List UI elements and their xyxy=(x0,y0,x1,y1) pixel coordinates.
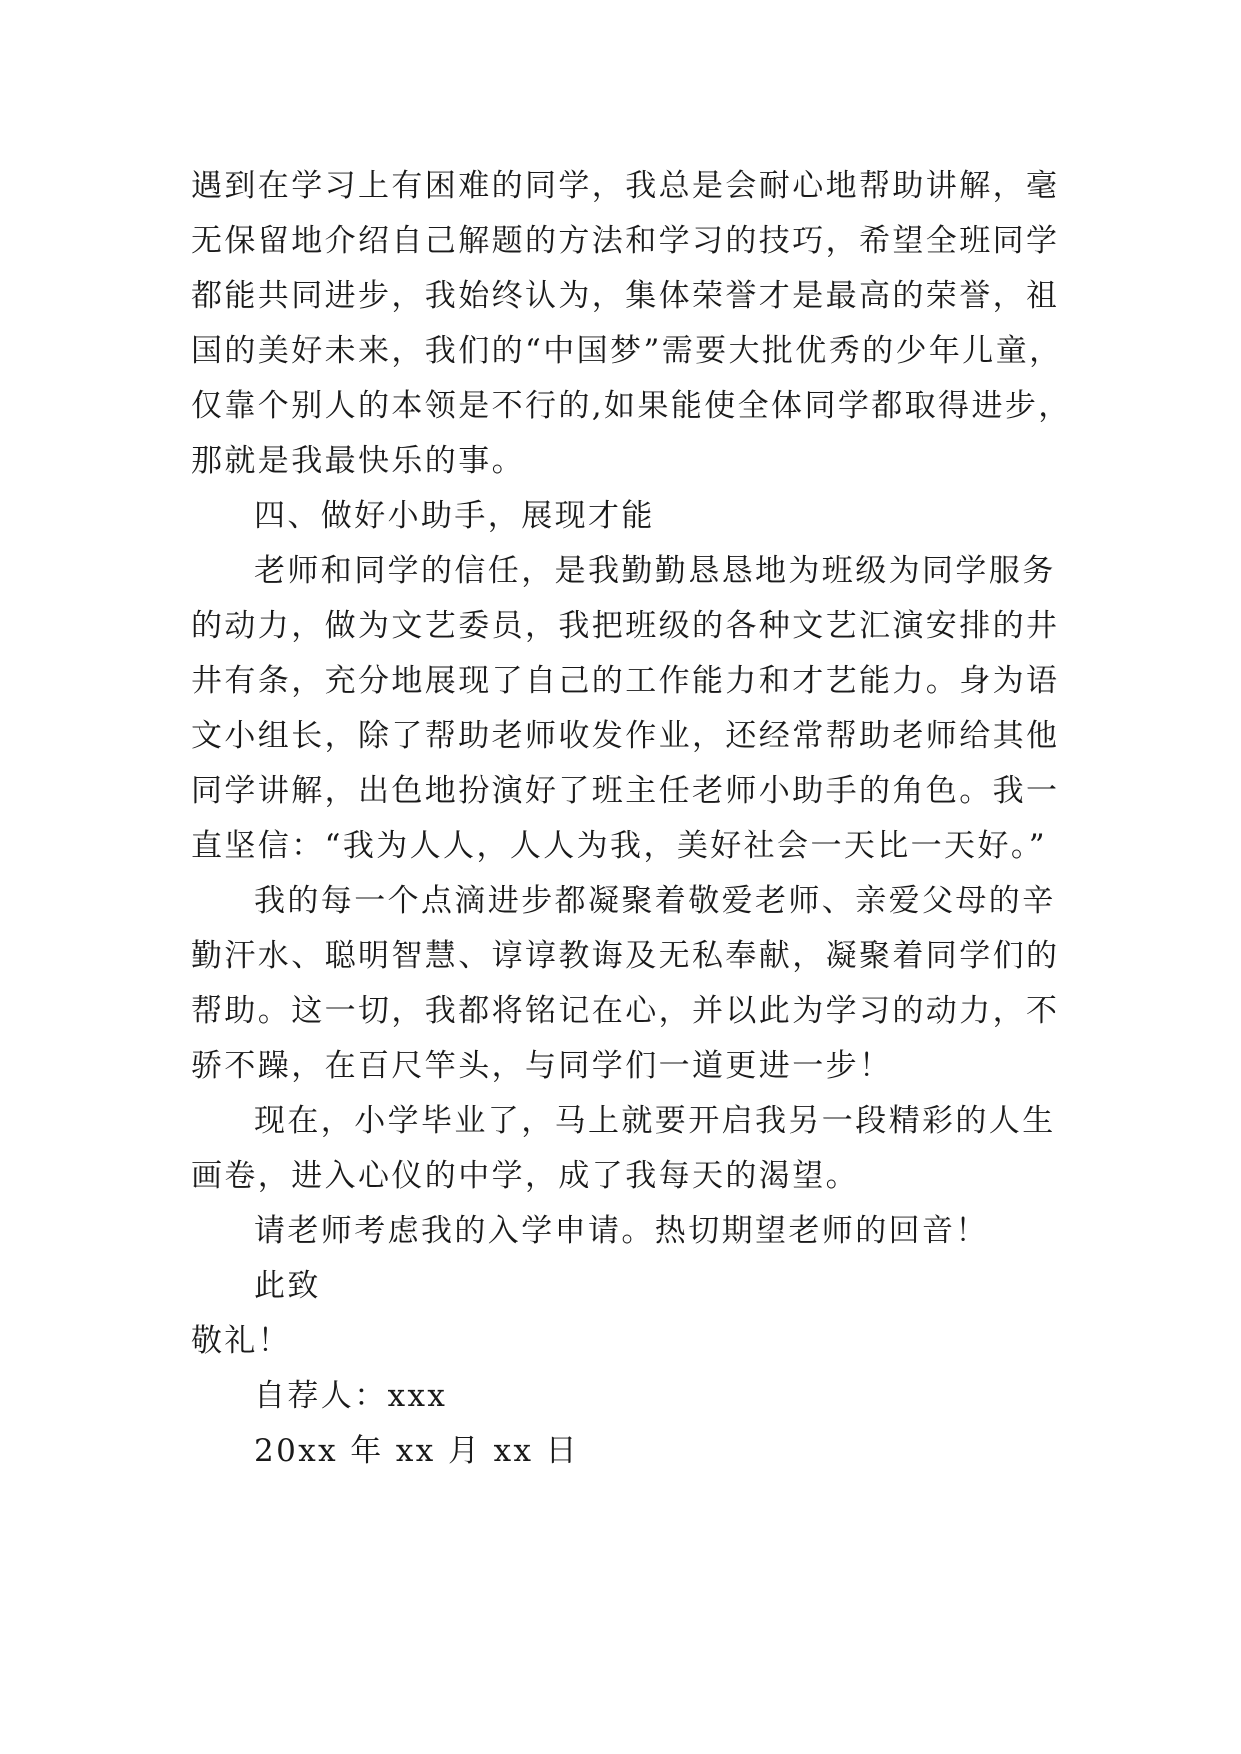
paragraph-line: 的动力，做为文艺委员，我把班级的各种文艺汇演安排的井 xyxy=(191,608,1060,644)
section-heading: 四、做好小助手，展现才能 xyxy=(254,498,655,534)
paragraph-line: 都能共同进步，我始终认为，集体荣誉才是最高的荣誉，祖 xyxy=(191,278,1060,314)
closing-regards: 敬礼！ xyxy=(191,1323,292,1359)
paragraph-line: 国的美好未来，我们的“中国梦”需要大批优秀的少年儿童， xyxy=(191,333,1063,369)
closing-salutation: 此致 xyxy=(254,1268,321,1304)
paragraph-line: 骄不躁，在百尺竿头，与同学们一道更进一步！ xyxy=(191,1048,893,1084)
paragraph-line: 同学讲解，出色地扮演好了班主任老师小助手的角色。我一 xyxy=(191,773,1060,809)
paragraph-line: 遇到在学习上有困难的同学，我总是会耐心地帮助讲解，毫 xyxy=(191,168,1060,204)
paragraph-line: 井有条，充分地展现了自己的工作能力和才艺能力。身为语 xyxy=(191,663,1060,699)
paragraph-line: 老师和同学的信任，是我勤勤恳恳地为班级为同学服务 xyxy=(254,553,1056,589)
paragraph-line: 无保留地介绍自己解题的方法和学习的技巧，希望全班同学 xyxy=(191,223,1060,259)
date-line: 20xx 年 xx 月 xx 日 xyxy=(254,1433,580,1469)
paragraph-line: 那就是我最快乐的事。 xyxy=(191,443,525,479)
paragraph-line: 现在，小学毕业了，马上就要开启我另一段精彩的人生 xyxy=(254,1103,1056,1139)
paragraph-line: 我的每一个点滴进步都凝聚着敬爱老师、亲爱父母的辛 xyxy=(254,883,1056,919)
paragraph-line: 直坚信：“我为人人，人人为我，美好社会一天比一天好。” xyxy=(191,828,1047,864)
paragraph-line: 帮助。这一切，我都将铭记在心，并以此为学习的动力，不 xyxy=(191,993,1060,1029)
paragraph-line: 画卷，进入心仪的中学，成了我每天的渴望。 xyxy=(191,1158,859,1194)
paragraph-line: 文小组长，除了帮助老师收发作业，还经常帮助老师给其他 xyxy=(191,718,1060,754)
signature-line: 自荐人：xxx xyxy=(254,1378,448,1414)
paragraph-line: 请老师考虑我的入学申请。热切期望老师的回音！ xyxy=(254,1213,989,1249)
paragraph-line: 仅靠个别人的本领是不行的,如果能使全体同学都取得进步， xyxy=(191,388,1072,424)
paragraph-line: 勤汗水、聪明智慧、谆谆教诲及无私奉献，凝聚着同学们的 xyxy=(191,938,1060,974)
